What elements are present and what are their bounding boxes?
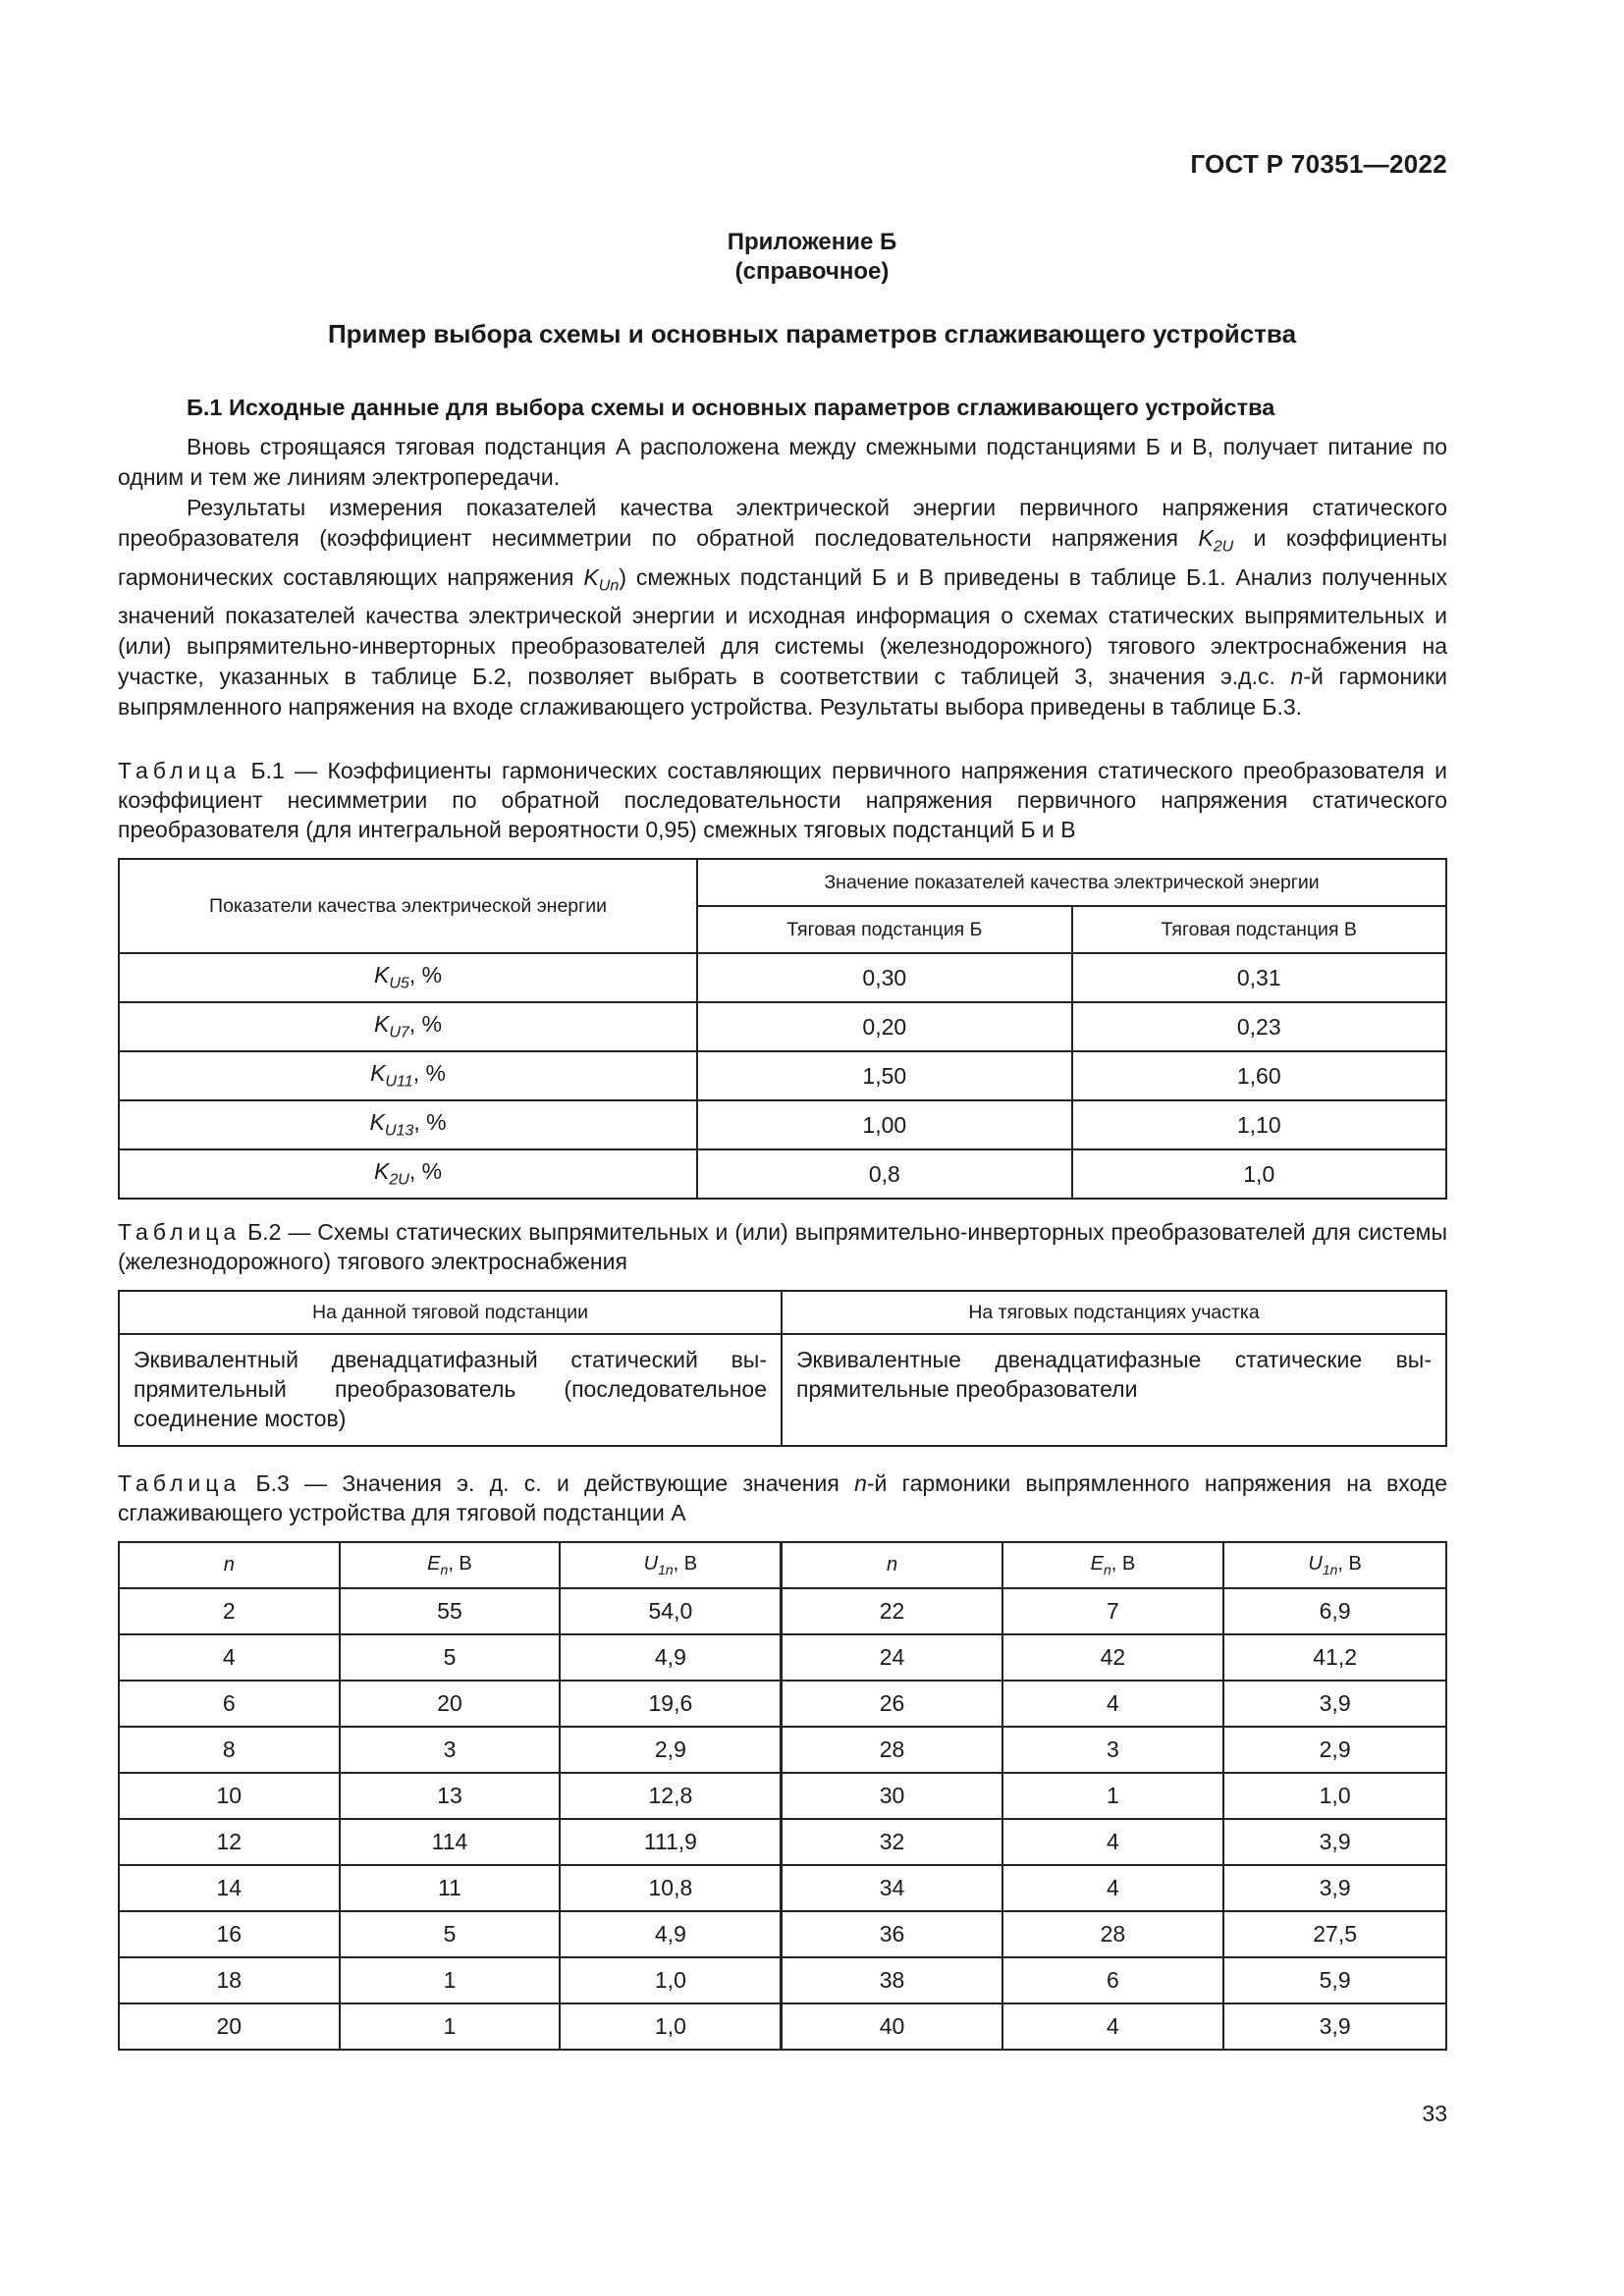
value-cell: 0,8 (697, 1149, 1071, 1199)
table-cell: 6 (1002, 1957, 1224, 2003)
table-cell: 11 (340, 1865, 561, 1911)
table-cell: 5 (340, 1634, 561, 1681)
table-cell: 54,0 (560, 1588, 782, 1634)
section-b1-body (118, 432, 1447, 722)
header-n: n (119, 1542, 340, 1588)
table-row (119, 1051, 1446, 1100)
scheme-section-cell: Эквивалентные двенадцатифазные статические выпрямительные преобразователи (782, 1334, 1446, 1446)
header-u1n: $U_{1n}$, В (560, 1542, 782, 1588)
table-row (119, 1149, 1446, 1199)
table-cell: 2,9 (1223, 1727, 1446, 1773)
table-cell: 32 (782, 1819, 1002, 1865)
table-b3-body (119, 1588, 1446, 2050)
table-b2-header-this-substation: На данной тяговой подстанции (119, 1291, 782, 1334)
table-row (119, 1727, 1446, 1773)
table-cell: 12,8 (560, 1773, 782, 1819)
table-row (119, 1334, 1446, 1446)
table-cell: 8 (119, 1727, 340, 1773)
table-cell: 1 (1002, 1773, 1224, 1819)
table-cell: 114 (340, 1819, 561, 1865)
value-cell: 0,23 (1072, 1002, 1446, 1051)
header-en: $E_n$, В (340, 1542, 561, 1588)
table-cell: 24 (782, 1634, 1002, 1681)
table-cell: 5 (340, 1911, 561, 1957)
table-row (119, 1634, 1446, 1681)
paragraph-1: Вновь строящаяся тяговая подстанция А расположена между смежными подстанциями Б и В, получает питание по одним и тем же линиям электропередачи. (118, 434, 1447, 490)
table-cell: 13 (340, 1773, 561, 1819)
table-b1-header-indicator: Показатели качества электрической энергии (119, 859, 697, 953)
table-cell: 20 (119, 2003, 340, 2050)
table-b1-header-substation-b: Тяговая подстанция Б (697, 906, 1071, 953)
table-cell: 30 (782, 1773, 1002, 1819)
table-row (119, 2003, 1446, 2050)
table-row (119, 953, 1446, 1002)
table-cell: 42 (1002, 1634, 1224, 1681)
table-row (119, 1957, 1446, 2003)
appendix-label: Приложение Б (727, 229, 897, 255)
table-row (119, 1002, 1446, 1051)
value-cell: 0,30 (697, 953, 1071, 1002)
document-code: ГОСТ Р 70351—2022 (1190, 149, 1447, 179)
indicator-cell: $K_{2U}$, % (119, 1149, 697, 1199)
table-cell: 34 (782, 1865, 1002, 1911)
value-cell: 1,50 (697, 1051, 1071, 1100)
table-cell: 3,9 (1223, 1819, 1446, 1865)
table-b2 (118, 1290, 1447, 1447)
table-cell: 4 (1002, 1681, 1224, 1727)
table-b3-caption: Таблица Б.3 — Значения э. д. с. и действующие значения n-й гармоники выпрямленного напряжения на входе сглаживающего устройства для тяговой подстанции А (118, 1470, 1448, 1525)
table-row (119, 1911, 1446, 1957)
table-cell: 4 (1002, 1865, 1224, 1911)
table-b1-header-substation-v: Тяговая подстанция В (1072, 906, 1446, 953)
table-cell: 3,9 (1223, 1681, 1446, 1727)
table-row (119, 1588, 1446, 1634)
indicator-cell: $K_{U11}$, % (119, 1051, 697, 1100)
table-cell: 40 (782, 2003, 1002, 2050)
table-cell: 4 (1002, 2003, 1224, 2050)
section-b1-title: Б.1 Исходные данные для выбора схемы и основных параметров сглаживающего устройства (187, 395, 1275, 420)
table-cell: 6 (119, 1681, 340, 1727)
table-row (119, 1865, 1446, 1911)
table-b1 (118, 858, 1447, 1200)
table-b2-caption: Таблица Б.2 — Схемы статических выпрямительных и (или) выпрямительно-инверторных преобразователей для системы (железнодорожного) тягового электроснабжения (118, 1219, 1448, 1274)
value-cell: 0,20 (697, 1002, 1071, 1051)
table-b2-header-section-substations: На тяговых подстанциях участка (782, 1291, 1446, 1334)
table-cell: 1 (340, 2003, 561, 2050)
indicator-cell: $K_{U5}$, % (119, 953, 697, 1002)
header-en-2: $E_n$, В (1002, 1542, 1224, 1588)
table-cell: 5,9 (1223, 1957, 1446, 2003)
table-cell: 12 (119, 1819, 340, 1865)
indicator-cell: $K_{U7}$, % (119, 1002, 697, 1051)
table-cell: 1,0 (1223, 1773, 1446, 1819)
table-cell: 4 (1002, 1819, 1224, 1865)
indicator-cell: $K_{U13}$, % (119, 1100, 697, 1149)
table-cell: 16 (119, 1911, 340, 1957)
value-cell: 1,0 (1072, 1149, 1446, 1199)
table-cell: 22 (782, 1588, 1002, 1634)
appendix-heading (0, 228, 1624, 287)
table-cell: 20 (340, 1681, 561, 1727)
table-cell: 14 (119, 1865, 340, 1911)
table-cell: 3 (1002, 1727, 1224, 1773)
table-row (119, 1819, 1446, 1865)
header-n-2: n (782, 1542, 1002, 1588)
value-cell: 1,60 (1072, 1051, 1446, 1100)
table-cell: 18 (119, 1957, 340, 2003)
table-cell: 2 (119, 1588, 340, 1634)
value-cell: 1,10 (1072, 1100, 1446, 1149)
table-cell: 111,9 (560, 1819, 782, 1865)
table-cell: 4 (119, 1634, 340, 1681)
appendix-type: (справочное) (734, 258, 890, 285)
table-b1-caption: Таблица Б.1 — Коэффициенты гармонических составляющих первичного напряжения статического преобразователя и коэффициент несимметрии по обратной последовательности напряжения первичного напряжения статического преобразователя (для интегральной вероятности 0,95) смежных тяговых подстанций Б и В (118, 758, 1447, 842)
value-cell: 0,31 (1072, 953, 1446, 1002)
table-cell: 38 (782, 1957, 1002, 2003)
table-b1-header-group: Значение показателей качества электрической энергии (697, 859, 1446, 906)
table-cell: 3,9 (1223, 1865, 1446, 1911)
table-cell: 1,0 (560, 2003, 782, 2050)
table-cell: 28 (1002, 1911, 1224, 1957)
table-row (119, 1681, 1446, 1727)
table-cell: 28 (782, 1727, 1002, 1773)
table-cell: 55 (340, 1588, 561, 1634)
table-cell: 1 (340, 1957, 561, 2003)
value-cell: 1,00 (697, 1100, 1071, 1149)
table-cell: 3,9 (1223, 2003, 1446, 2050)
table-cell: 6,9 (1223, 1588, 1446, 1634)
table-cell: 2,9 (560, 1727, 782, 1773)
table-cell: 1,0 (560, 1957, 782, 2003)
table-cell: 26 (782, 1681, 1002, 1727)
table-row (119, 1773, 1446, 1819)
main-title: Пример выбора схемы и основных параметров сглаживающего устройства (327, 319, 1297, 348)
paragraph-2: Результаты измерения показателей качества электрической энергии первичного напряжения статического преобразователя (коэффициент несимметрии по обратной последовательности напряжения $K_{2U}$ и коэффициенты гармонических составляющих напряжения $K_{Un}$) смежных подстанций Б и В приведены в таблице Б.1. Анализ полученных значений показателей качества электрической энергии и исходная информация о схемах статических выпрямительных и (или) выпрямительно-инверторных преобразователей для системы (железнодорожного) тягового электроснабжения на участке, указанных в таблице Б.2, позволяет выбрать в соответствии с таблицей 3, значения э.д.с. n-й гармоники выпрямленного напряжения на входе сглаживающего устройства. Результаты выбора приведены в таблице Б.3. (118, 495, 1447, 721)
table-row (119, 1100, 1446, 1149)
table-cell: 10,8 (560, 1865, 782, 1911)
header-u1n-2: $U_{1n}$, В (1223, 1542, 1446, 1588)
table-cell: 4,9 (560, 1634, 782, 1681)
table-cell: 19,6 (560, 1681, 782, 1727)
table-b3 (118, 1541, 1447, 2051)
scheme-this-cell: Эквивалентный двенадцатифазный статический выпрямительный преобразователь (последовательное соединение мостов) (119, 1334, 782, 1446)
page-number: 33 (1422, 2101, 1447, 2126)
table-cell: 36 (782, 1911, 1002, 1957)
table-cell: 4,9 (560, 1911, 782, 1957)
table-cell: 27,5 (1223, 1911, 1446, 1957)
table-cell: 7 (1002, 1588, 1224, 1634)
table-cell: 10 (119, 1773, 340, 1819)
table-cell: 3 (340, 1727, 561, 1773)
table-cell: 41,2 (1223, 1634, 1446, 1681)
